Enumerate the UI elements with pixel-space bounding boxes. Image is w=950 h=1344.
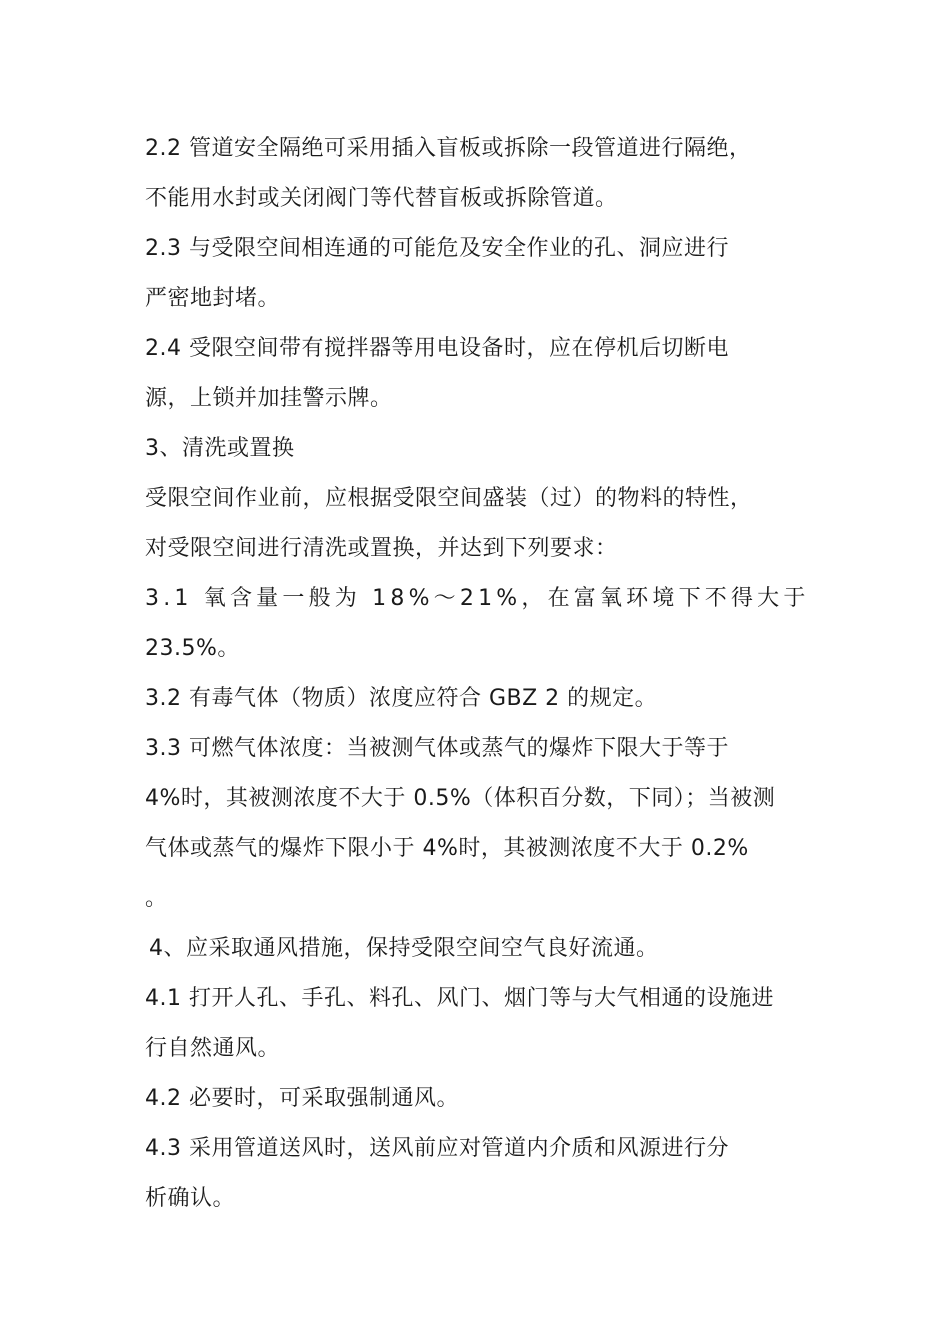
text-line-4-1-b: 行自然通风。	[145, 1036, 281, 1061]
text-line-3-3-c: 气体或蒸气的爆炸下限小于 4%时，其被测浓度不大于 0.2%	[145, 836, 749, 861]
text-line-3-1-b: 23.5%。	[145, 636, 240, 661]
text-line-3-3-b: 4%时，其被测浓度不大于 0.5%（体积百分数，下同）；当被测	[145, 786, 776, 811]
text-line-2-4-a: 2.4 受限空间带有搅拌器等用电设备时，应在停机后切断电	[145, 336, 729, 361]
text-line-3-intro-a: 受限空间作业前，应根据受限空间盛装（过）的物料的特性，	[145, 486, 753, 511]
text-line-3-3-d: 。	[145, 886, 168, 911]
text-line-4-3-a: 4.3 采用管道送风时，送风前应对管道内介质和风源进行分	[145, 1136, 729, 1161]
text-line-3-2: 3.2 有毒气体（物质）浓度应符合 GBZ 2 的规定。	[145, 686, 658, 711]
section-heading-4: 4、应采取通风措施，保持受限空间空气良好流通。	[149, 936, 659, 961]
text-line-2-3-b: 严密地封堵。	[145, 286, 281, 311]
section-heading-3: 3、清洗或置换	[145, 436, 295, 461]
text-line-2-2-b: 不能用水封或关闭阀门等代替盲板或拆除管道。	[145, 186, 618, 211]
text-line-3-intro-b: 对受限空间进行清洗或置换，并达到下列要求：	[145, 536, 618, 561]
document-body	[145, 124, 810, 1224]
text-line-3-1-a: 3.1 氧含量一般为 18%～21%，在富氧环境下不得大于	[145, 586, 810, 611]
text-line-2-2-a: 2.2 管道安全隔绝可采用插入盲板或拆除一段管道进行隔绝，	[145, 136, 752, 161]
text-line-2-4-b: 源，上锁并加挂警示牌。	[145, 386, 393, 411]
text-line-2-3-a: 2.3 与受限空间相连通的可能危及安全作业的孔、洞应进行	[145, 236, 729, 261]
text-line-3-3-a: 3.3 可燃气体浓度：当被测气体或蒸气的爆炸下限大于等于	[145, 736, 729, 761]
text-line-4-3-b: 析确认。	[145, 1186, 236, 1211]
text-line-4-1-a: 4.1 打开人孔、手孔、料孔、风门、烟门等与大气相通的设施进	[145, 986, 774, 1011]
text-line-4-2: 4.2 必要时，可采取强制通风。	[145, 1086, 459, 1111]
